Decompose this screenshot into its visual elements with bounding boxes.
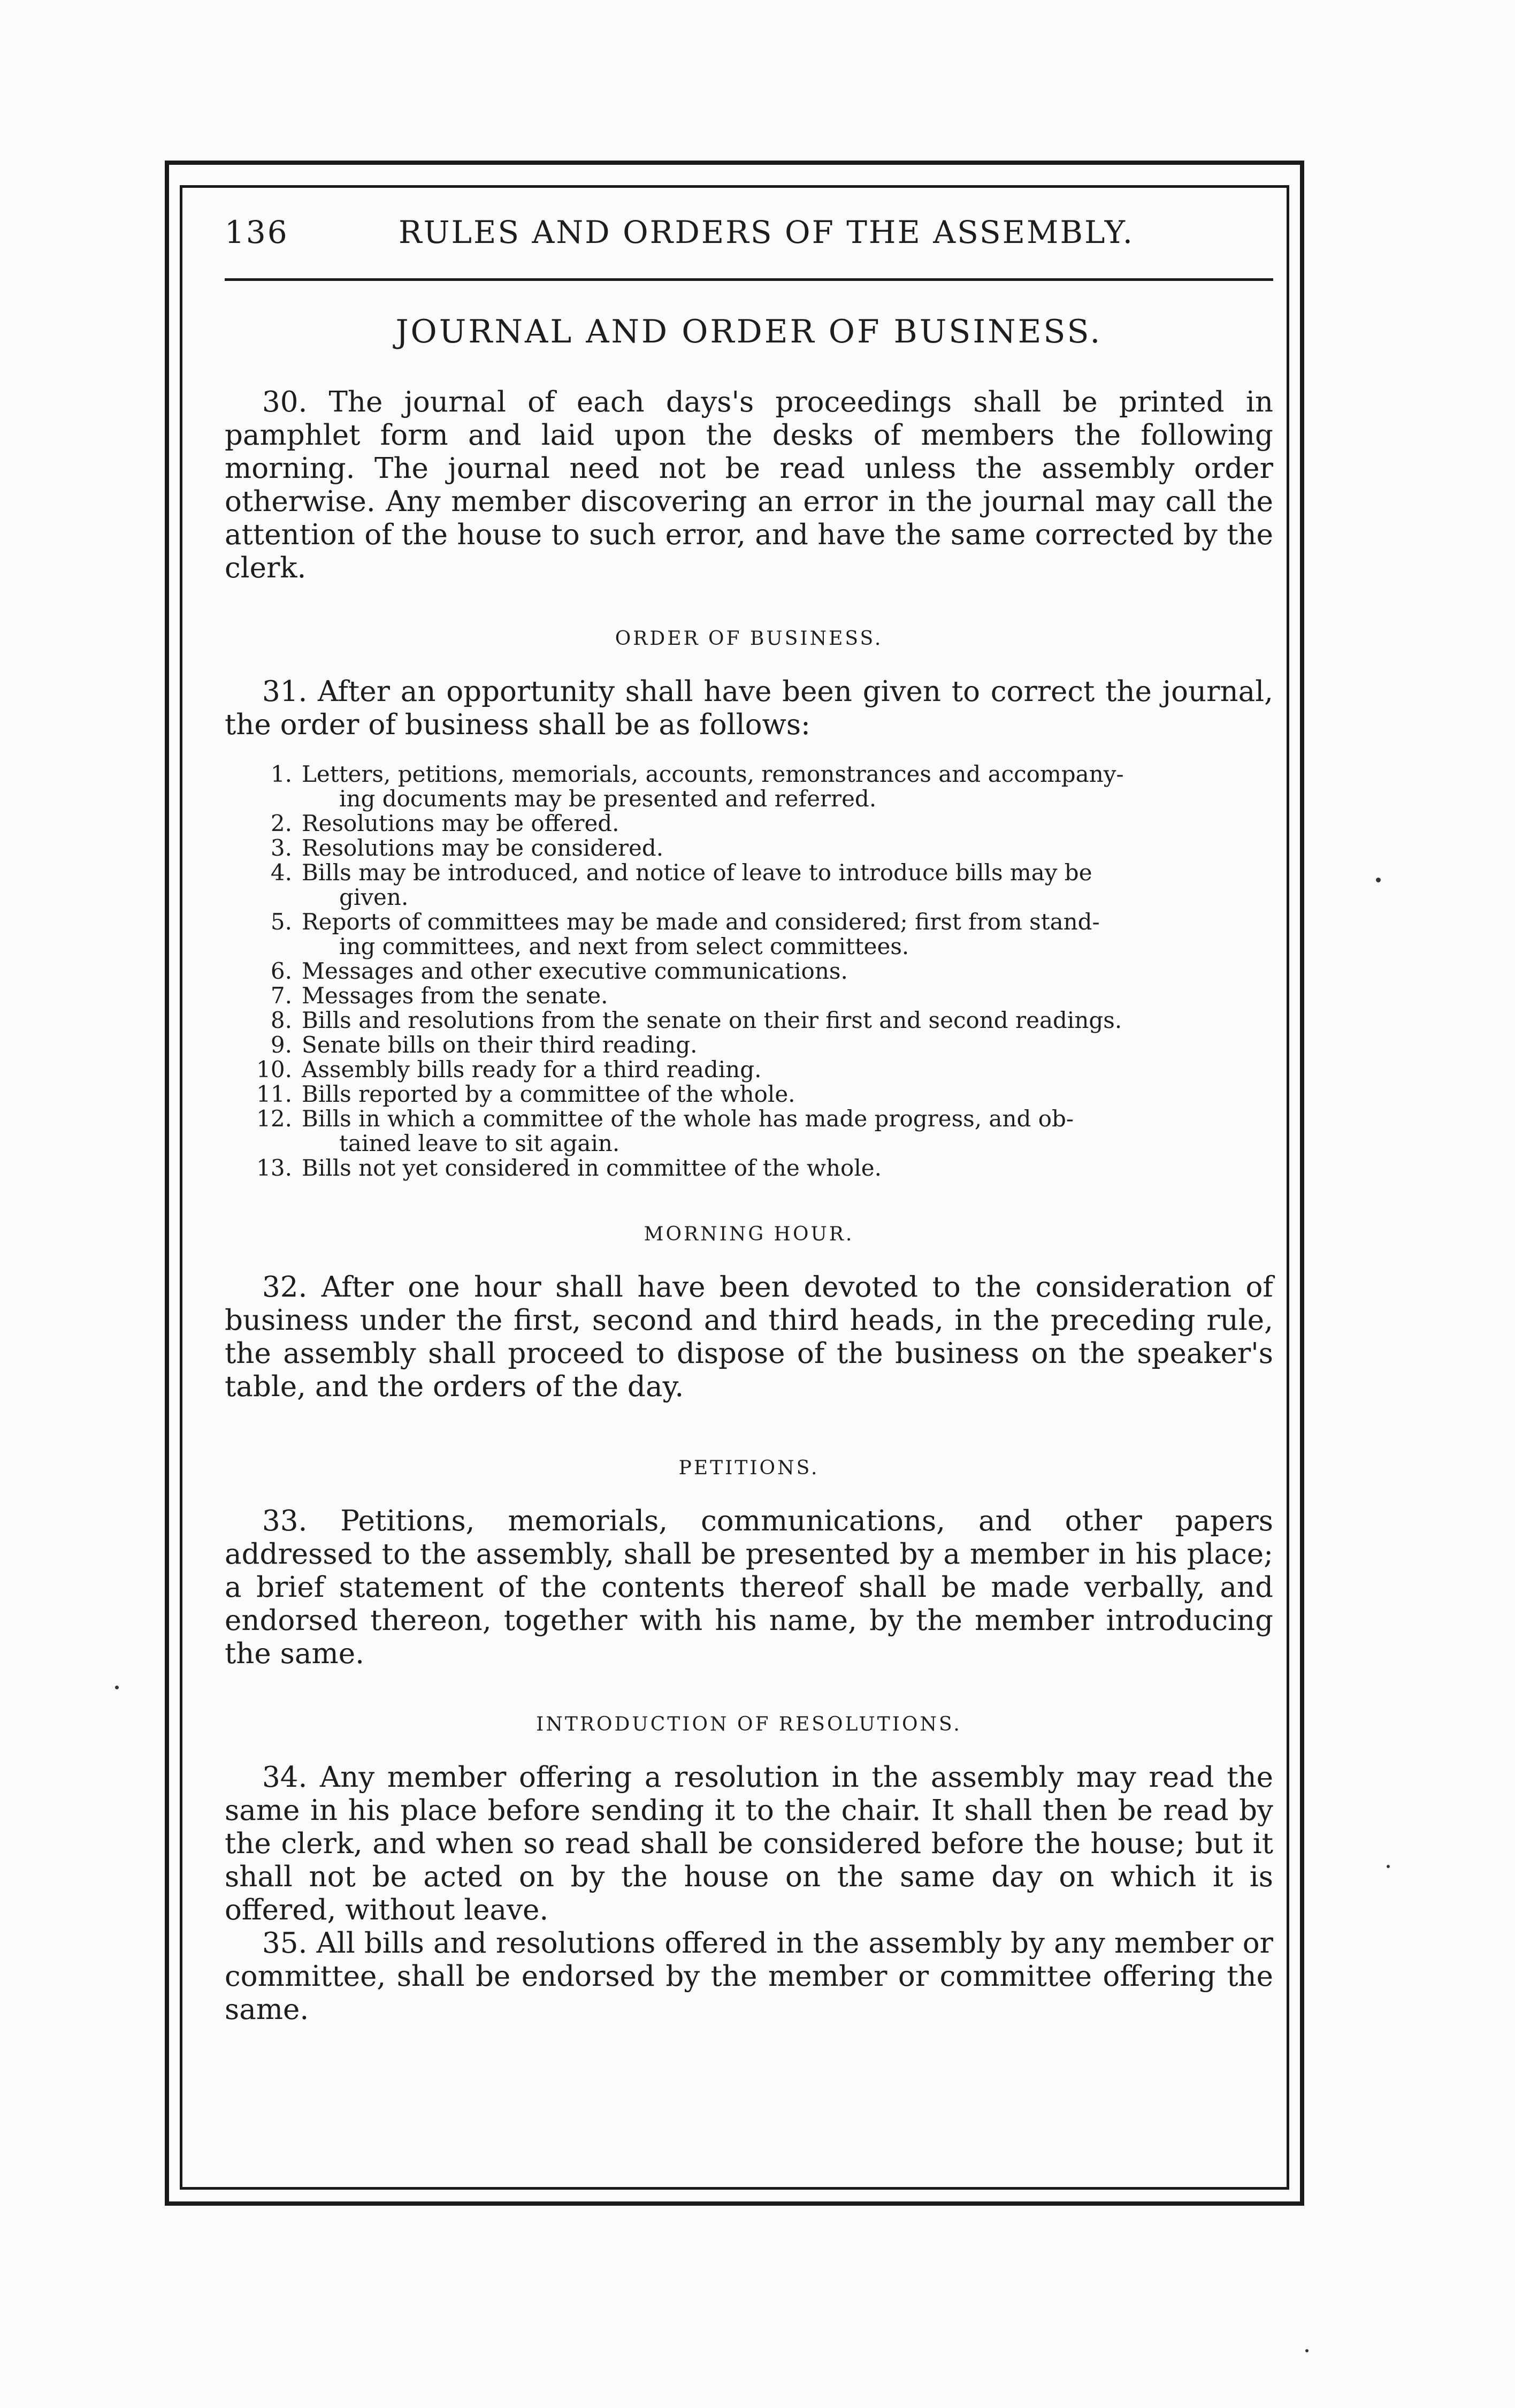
introduction-of-resolutions-heading: INTRODUCTION OF RESOLUTIONS. [536, 1713, 962, 1735]
list-item: 2. Resolutions may be offered. [270, 810, 619, 836]
list-item: 7. Messages from the senate. [270, 982, 608, 1009]
running-header [225, 214, 1273, 260]
list-item: 10. Assembly bills ready for a third reading. [256, 1056, 762, 1083]
rule-31: 31. After an opportunity shall have been given to correct the journal, the order of business shall be as follows: [225, 675, 1273, 741]
section-title: JOURNAL AND ORDER OF BUSINESS. [395, 313, 1103, 350]
list-item: 1. Letters, petitions, memorials, accounts, remonstrances and accompany- ing documents may be presented and referred. [270, 761, 1124, 812]
list-item: 12. Bills in which a committee of the whole has made progress, and ob- tained leave to sit again. [256, 1106, 1074, 1156]
header-rule [225, 278, 1273, 281]
print-speck [1376, 878, 1381, 882]
order-of-business-heading: ORDER OF BUSINESS. [615, 628, 883, 650]
rule-32: 32. After one hour shall have been devoted to the consideration of business under the first, second and third heads, in the preceding rule, the assembly shall proceed to dispose of the business on the speaker's table, and the orders of the day. [225, 1271, 1273, 1403]
rule-35: 35. All bills and resolutions offered in the assembly by any member or committee, shall be endorsed by the member or committee offering the same. [225, 1927, 1273, 2026]
running-title: RULES AND ORDERS OF THE ASSEMBLY. [398, 214, 1135, 250]
rule-33: 33. Petitions, memorials, communications, and other papers addressed to the assembly, shall be presented by a member in his place; a brief statement of the contents thereof shall be made verbally, and endorsed thereon, together with his name, by the member introducing the same. [225, 1505, 1273, 1670]
print-speck [1305, 2349, 1309, 2352]
list-item: 13. Bills not yet considered in committee of the whole. [256, 1155, 882, 1181]
petitions-heading: PETITIONS. [678, 1457, 820, 1479]
page-content [225, 214, 1273, 2026]
order-of-business-list [225, 762, 1273, 1180]
list-item: 8. Bills and resolutions from the senate on their first and second readings. [270, 1007, 1122, 1033]
list-item: 3. Resolutions may be considered. [270, 835, 664, 861]
list-item: 9. Senate bills on their third reading. [270, 1032, 698, 1058]
print-speck [115, 1686, 119, 1689]
list-item: 6. Messages and other executive communications. [270, 958, 848, 984]
print-speck [1387, 1865, 1390, 1868]
list-item: 11. Bills reported by a committee of the whole. [256, 1081, 795, 1107]
rule-30: 30. The journal of each days's proceedings shall be printed in pamphlet form and laid upon the desks of members the following morning. The journal need not be read unless the assembly order otherwise. Any member discovering an error in the journal may call the attention of the house to such error, and have the same corrected by the clerk. [225, 386, 1273, 584]
morning-hour-heading: MORNING HOUR. [644, 1223, 854, 1245]
list-item: 5. Reports of committees may be made and considered; first from stand- ing committees, and next from select committees. [270, 909, 1100, 959]
list-item: 4. Bills may be introduced, and notice of leave to introduce bills may be given. [270, 859, 1092, 910]
page-number: 136 [225, 214, 289, 250]
rule-34: 34. Any member offering a resolution in the assembly may read the same in his place before sending it to the chair. It shall then be read by the clerk, and when so read shall be considered before the house; but it shall not be acted on by the house on the same day on which it is offered, without leave. [225, 1761, 1273, 1926]
